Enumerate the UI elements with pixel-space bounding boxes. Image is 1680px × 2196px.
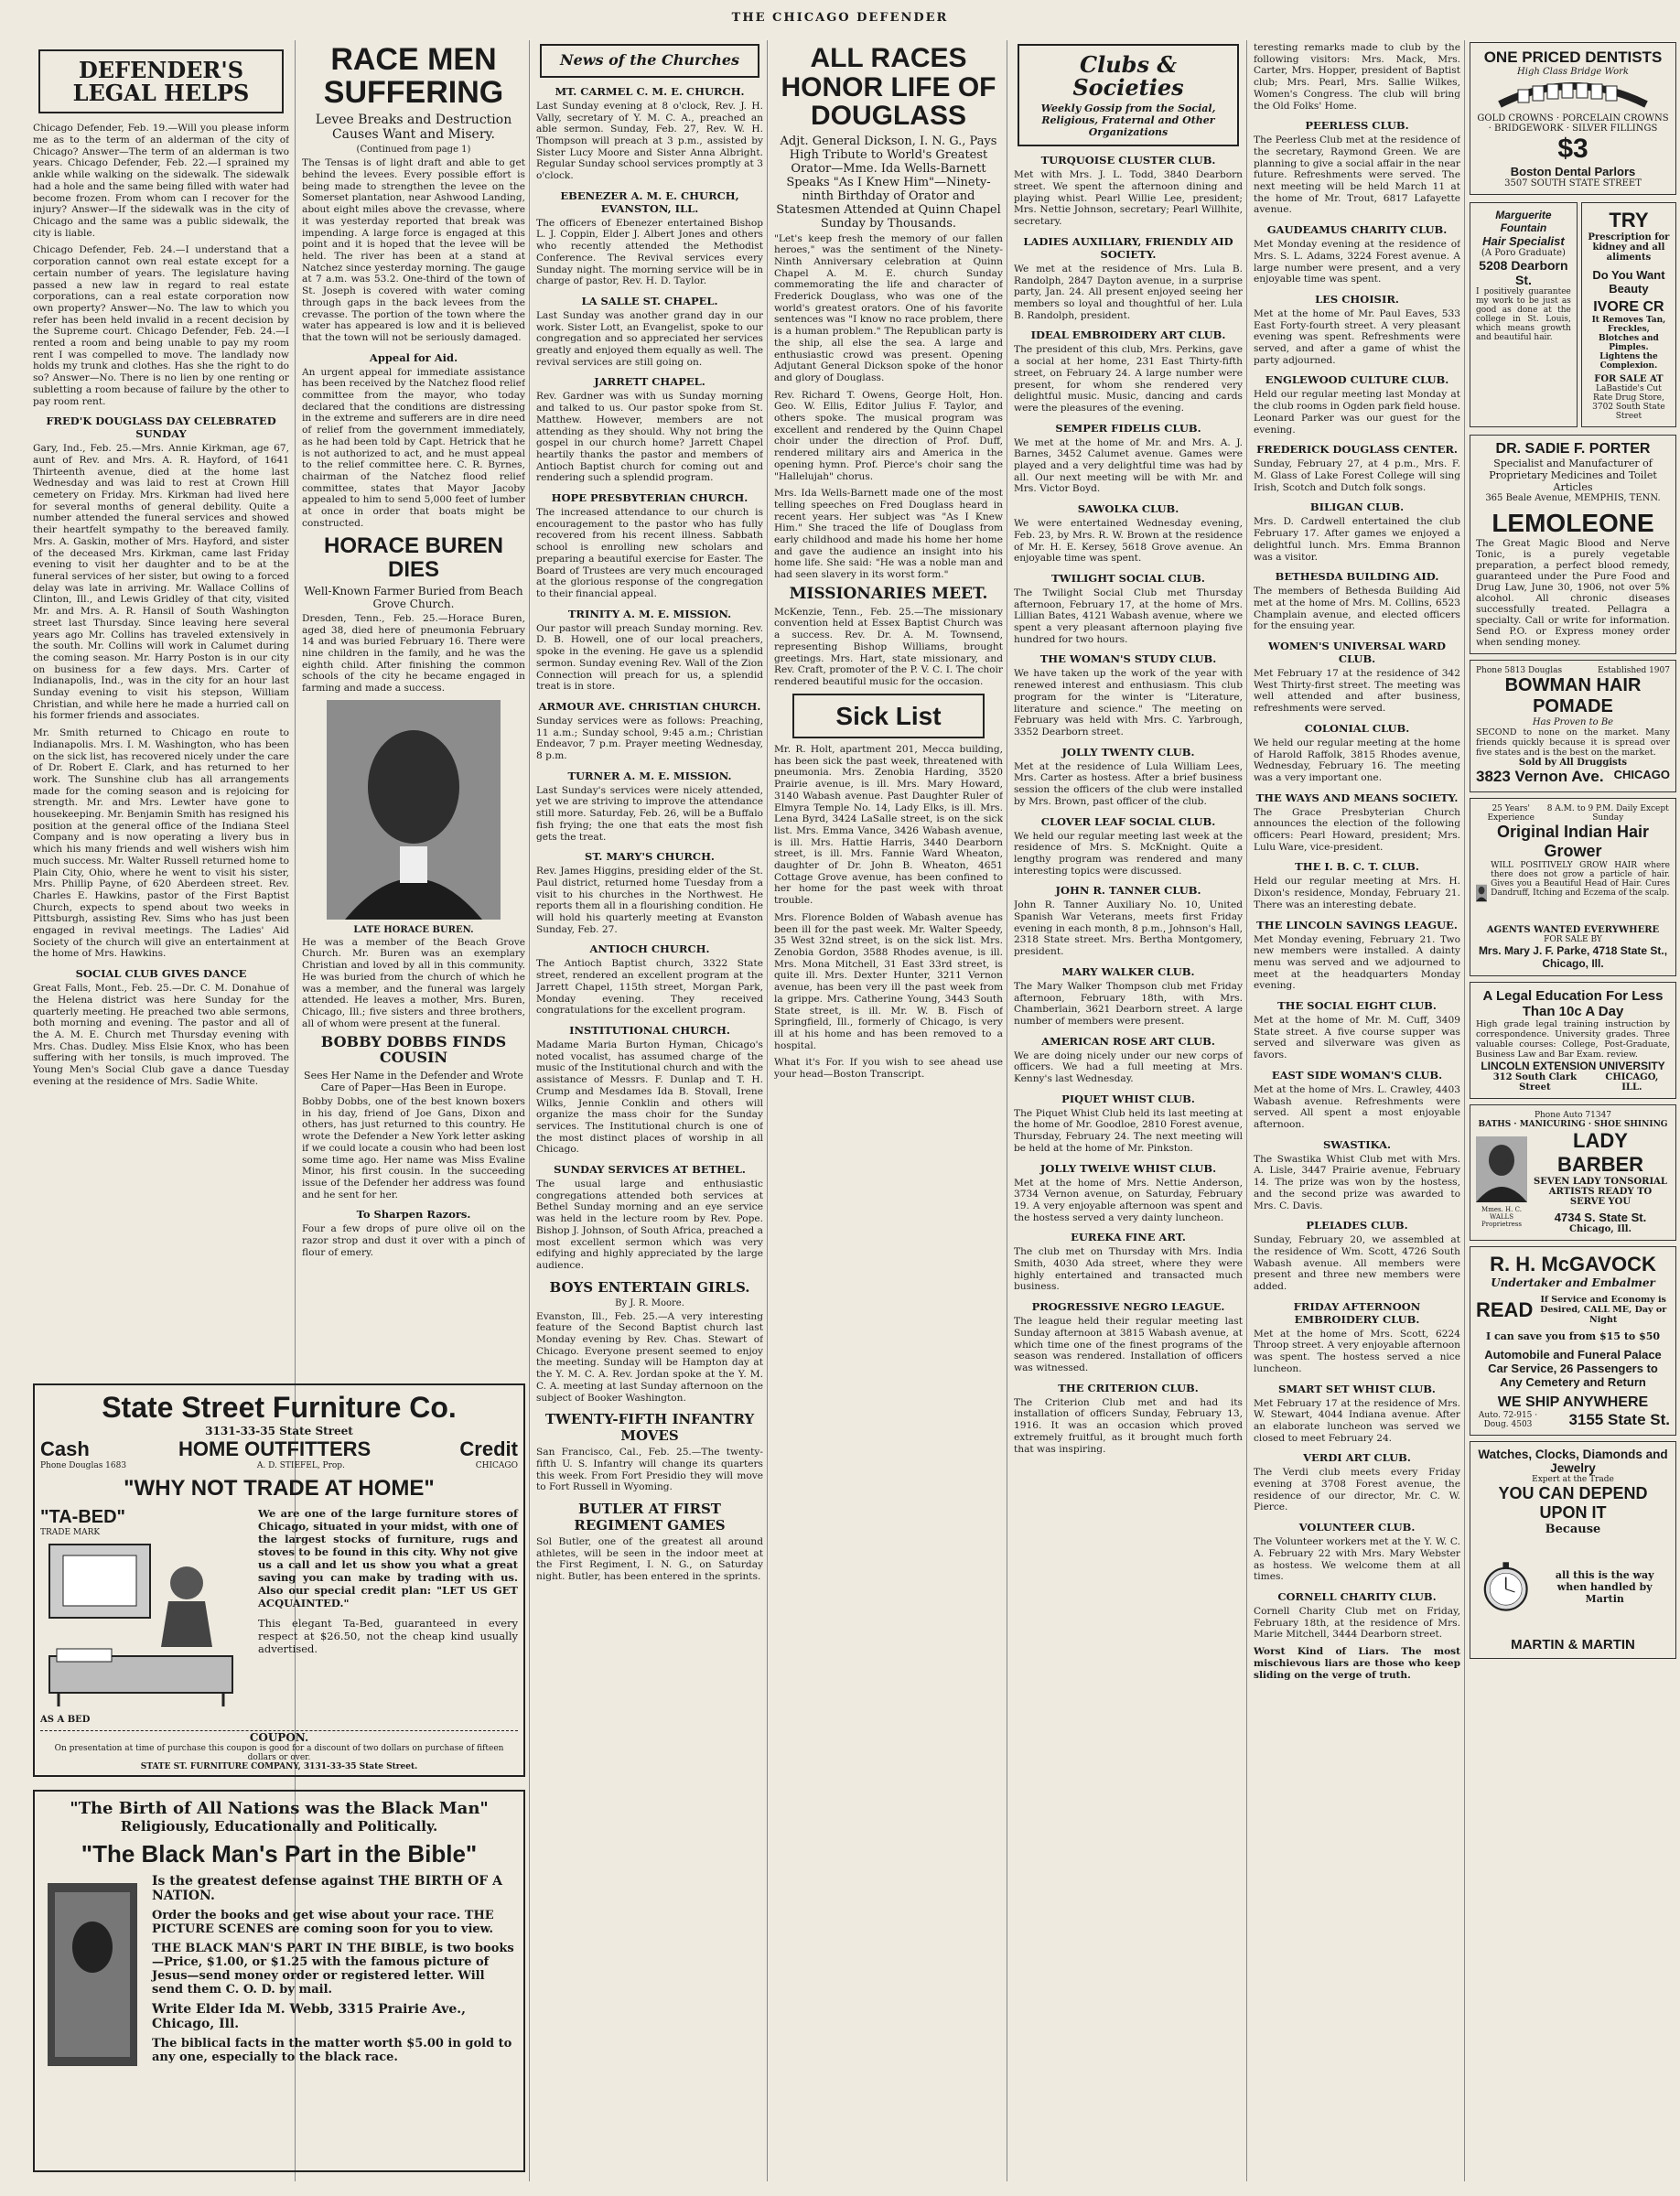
club-text: We held our regular meeting last week at the residence of Mrs. S. McKnight. Quite a lengthy program was rendered and many interesting topics were discussed.: [1014, 830, 1243, 877]
club-headline: FREDERICK DOUGLASS CENTER.: [1256, 443, 1458, 457]
ad-indian-hair: [1470, 798, 1676, 976]
club-headline: TWILIGHT SOCIAL CLUB.: [1051, 571, 1205, 585]
article-text: teresting remarks made to club by the following visitors: Mrs. Mack, Mrs. Carter, Mrs. Hopper, president of Baptist club; Mrs. Pearl, Mrs. Sallie Wilkes, Women's Congress. The club will bring the Old Folks' Home.: [1254, 42, 1460, 112]
church-text: Rev. Gardner was with us Sunday morning and talked to us. Our pastor spoke from St. Matthew. However, members are not attending as they should. Why not bring the gospel in our church home? Jarrett Chapel heartily thanks the pastor and members of Antioch Baptist church for coming out and rendering such a splendid program.: [536, 391, 763, 484]
article-headline: TWENTY-FIFTH INFANTRY MOVES: [544, 1411, 755, 1445]
club-text: Cornell Charity Club met on Friday, February 18th, at the residence of Mrs. Marie Mitchell, 3444 Dearborn street.: [1254, 1605, 1460, 1641]
ad-title: LADY BARBER: [1556, 1129, 1644, 1176]
article-text: Chicago Defender, Feb. 19.—Will you please inform me as to the term of an alderman of the city of Chicago? Answer—The term of an alderman is two years. Chicago Defender, Feb. 22.—I sprained my ankle while walking on the sidewalk. The sidewalk had a hole and the same being filled with water had become frozen. From whom can I recover for the injury? Answer—If the sidewalk was in the city of Chicago and the same was a public sidewalk, the city is liable.: [33, 123, 289, 239]
ad-text: THE BLACK MAN'S PART IN THE BIBLE, is two books—Price, $1.00, or $1.25 with the famous picture of Jesus—send money order or registered letter. Will send them C. O. D. by mail.: [152, 1942, 514, 1997]
article-headline: To Sharpen Razors.: [356, 1208, 471, 1222]
club-headline: EAST SIDE WOMAN'S CLUB.: [1271, 1068, 1443, 1082]
club-headline: IDEAL EMBROIDERY ART CLUB.: [1030, 328, 1226, 342]
column-rule: [1246, 40, 1247, 2181]
club-text: We held our regular meeting at the home of Harold Raffolk, 3815 Rhodes avenue, Wednesday, February 16. The meeting was a very important one.: [1254, 737, 1460, 783]
club-headline: THE WAYS AND MEANS SOCIETY.: [1255, 791, 1459, 804]
column-race-men: [302, 40, 525, 1376]
race-men-subhead: Levee Breaks and Destruction Causes Want and Misery.: [315, 113, 512, 143]
church-headline: TRINITY A. M. E. MISSION.: [567, 607, 732, 620]
church-text: The officers of Ebenezer entertained Bishop L. J. Coppin, Elder J. Albert Jones and others who recently attended the Methodist Conference. The Revival services every Sunday night. The morning service will be in charge of pastor, Rev. H. D. Taylor.: [536, 217, 763, 287]
ad-address: 365 Beale Avenue, MEMPHIS, TENN.: [1485, 493, 1661, 503]
ad-body-row: [1476, 861, 1670, 925]
article-text: Dresden, Tenn., Feb. 25.—Horace Buren, aged 38, died here of pneumonia February 14 and was buried February 16. There were nine children in the family, and he was the eighth child. After finishing the common schools of the city he became engaged in farming and made a success.: [302, 612, 525, 694]
club-text: The Grace Presbyterian Church announces the election of the following officers: Pearl Howard, president; Mrs. Lulu Ware, vice-president.: [1254, 806, 1460, 853]
buren-subhead: Well-Known Farmer Buried from Beach Grove Church.: [304, 584, 523, 610]
ad-title: LEMOLEONE: [1492, 509, 1654, 537]
club-headline: COLONIAL CLUB.: [1304, 721, 1410, 735]
article-headline: BOYS ENTERTAIN GIRLS.: [549, 1278, 750, 1296]
club-text: Met at the home of Mrs. Nettie Anderson, 3734 Vernon avenue, on Saturday, February 19. A very enjoyable afternoon was spent and the hostess served a very dainty luncheon.: [1014, 1177, 1243, 1223]
ad-furniture: [33, 1383, 525, 1777]
ad-text: It Removes Tan, Freckles, Blotches and Pimples. Lightens the Complexion.: [1591, 316, 1666, 371]
article-text: Four a few drops of pure olive oil on the razor strop and dust it over with a pinch of flour of emery.: [302, 1223, 525, 1258]
club-text: The Peerless Club met at the residence of the secretary, Raymond Green. We are planning to give a social affair in the near future. Refreshments were served. The next meeting will be held March 11 at the home of Mr. Trout, 6817 Lafayette avenue.: [1254, 135, 1460, 216]
club-text: John R. Tanner Auxiliary No. 10, United Spanish War Veterans, meets first Friday evening in each month, 8 p.m., Johnson's Hall, 2318 State street. Mrs. Bertha Montgomery, president.: [1014, 899, 1243, 958]
club-text: Met with Mrs. J. L. Todd, 3840 Dearborn street. We spent the afternoon dining and playing whist. Pearl Willie Lee, president; Mrs. Nettie Johnson, secretary; Pearl Willhite, secretary.: [1014, 169, 1243, 228]
ad-phone: Phone Douglas 1683: [40, 1461, 127, 1470]
ad-title: YOU CAN DEPEND UPON IT: [1498, 1484, 1648, 1522]
club-text: The Swastika Whist Club met with Mrs. A. Lisle, 3447 Prairie avenue, February 14. The prize was won by the hostess, and the second prize was awarded to Mrs. C. Davis.: [1254, 1153, 1460, 1211]
church-headline: SUNDAY SERVICES AT BETHEL.: [554, 1163, 746, 1177]
ad-text: "The Birth of All Nations was the Black Man": [70, 1799, 489, 1818]
club-text: Met February 17 at the residence of 342 West Thirty-first street. The meeting was well attended and after business, refreshments were served.: [1254, 668, 1460, 715]
ad-text: Is the greatest defense against THE BIRTH OF A NATION.: [152, 1874, 502, 1903]
club-headline: PIQUET WHIST CLUB.: [1061, 1092, 1195, 1105]
club-text: Met at the home of Mrs. Scott, 6224 Throop street. A very enjoyable afternoon was spent. The hostess served a nice luncheon.: [1254, 1328, 1460, 1374]
masthead-title: THE CHICAGO DEFENDER: [731, 11, 949, 25]
article-text: Bobby Dobbs, one of the best known boxers in his day, friend of Joe Gans, Dixon and others, has just returned to this country. He wrote the Defender a New York letter asking if we could locate a cousin who had been lost some time ago. Her name was Miss Evaline Minor, his first cousin. In the succeeding issue of the Defender her address was found and he sent for her.: [302, 1095, 525, 1200]
article-headline: BUTLER AT FIRST REGIMENT GAMES: [574, 1501, 726, 1534]
club-headline: GAUDEAMUS CHARITY CLUB.: [1266, 223, 1448, 237]
article-text: Gary, Ind., Feb. 25.—Mrs. Annie Kirkman, age 67, aunt of Rev. and Mrs. A. R. Hayford, of 1641 Thirteenth avenue, died at the home last Wednesday and was laid to rest at Crown Hill cemetery on Friday. Mrs. Kirkman had lived here for several months of general debility. Quite a number attended the funeral services and showed their heartfelt sympathy to the bereaved family. Mrs. A. Gaskin, mother of Mrs. Hayford, and sister of the deceased Mrs. Kirkman, came last Friday evening to visit her daughter and to be at the funeral services of her sister, but owing to a forced delay was late in arriving. Mr. Wallace Collins of Clinton, Ill., and Lewis Gridley of that city, visited Mr. and Mrs. A. R. Hansil of South Washington street last Thursday. Since leaving here several years ago Mr. Collins has traveled extensively in the south. Mr. Collins will work in Calumet during the coming season. Mr. Harry Poston is in our city on business for a few days. Mrs. Carter of Indianapolis, Ind., was in the city for an hour last Sunday evening to visit his stepson, William Christian, and while here he made a hurried call on his former friends and associates.: [33, 443, 289, 722]
ad-title: BOWMAN HAIR POMADE: [1504, 675, 1642, 716]
club-text: The president of this club, Mrs. Perkins, gave a social at her home, 231 East Thirty-fifth street, on February 24. A large number were present, for whom she rendered very delightful music. Music, dancing and cards were the pleasures of the evening.: [1014, 344, 1243, 414]
church-headline: INSTITUTIONAL CHURCH.: [569, 1023, 730, 1037]
club-text: The league held their regular meeting last Sunday afternoon at 3815 Wabash avenue, at which time one of the finest programs of the season was rendered. Installation of officers was witnessed.: [1014, 1316, 1243, 1373]
article-headline: FRED'K DOUGLASS DAY CELEBRATED SUNDAY: [46, 414, 276, 441]
article-text: Worst Kind of Liars. The most mischievous liars are those who keep sliding on the verge of truth.: [1254, 1646, 1460, 1681]
ad-text: Order the books and get wise about your race. THE PICTURE SCENES are coming soon for you to view.: [152, 1909, 494, 1936]
church-headline: LA SALLE ST. CHAPEL.: [581, 294, 718, 307]
ad-text: HOME OUTFITTERS: [178, 1437, 372, 1460]
club-text: Met Monday evening at the residence of Mrs. S. L. Adams, 3224 Forest avenue. A large number were present, and a very enjoyable time was spent.: [1254, 239, 1460, 285]
ad-title: IVORE CR: [1593, 299, 1664, 315]
coupon-text: STATE ST. FURNITURE COMPANY, 3131-33-35 State Street.: [140, 1762, 418, 1771]
horace-buren-portrait: [327, 700, 501, 920]
ad-text: FOR SALE AT: [1594, 374, 1664, 384]
club-headline: LES CHOISIR.: [1315, 292, 1399, 306]
legal-helps-title: DEFENDER'S LEGAL HELPS: [72, 57, 250, 107]
ad-title: Watches, Clocks, Diamonds and Jewelry: [1478, 1448, 1668, 1475]
club-text: The members of Bethesda Building Aid met at the home of Mrs. M. Collins, 6523 Champlain avenue, and elected officers for the ensuing year.: [1254, 586, 1460, 632]
ad-name: DR. SADIE F. PORTER: [1495, 441, 1651, 457]
ad-title: Original Indian Hair Grower: [1496, 823, 1650, 860]
coupon[interactable]: [40, 1730, 518, 1771]
ad-body-row: [1476, 1295, 1670, 1325]
ad-text: Established 1907: [1598, 666, 1670, 675]
church-text: Our pastor will preach Sunday morning. Rev. D. B. Howell, one of our local preachers, spoke in the evening. He gave us a splendid sermon. Sunday evening Rev. Wall of the Zion Connection will preach for us, a splendid treat is in store.: [536, 622, 763, 693]
ad-address: Write Elder Ida M. Webb, 3315 Prairie Ave., Chicago, Ill.: [152, 2002, 467, 2031]
club-headline: THE I. B. C. T. CLUB.: [1295, 860, 1419, 874]
ad-ivore: [1581, 202, 1676, 427]
club-text: Met Monday evening, February 21. Two new members were installed. A dainty menu was served and we adjourned to meet at the headquarters Monday evening.: [1254, 933, 1460, 992]
club-headline: CORNELL CHARITY CLUB.: [1277, 1589, 1437, 1603]
ad-text: Cash: [40, 1437, 90, 1460]
ad-title: State Street Furniture Co.: [102, 1391, 457, 1424]
ad-black-mans-part: [33, 1790, 525, 2172]
church-text: Madame Maria Burton Hyman, Chicago's noted vocalist, has assumed charge of the music of the Institutional church and with the assistance of Messrs. F. Dunlap and T. H. Crump and Mesdames Ida B. Stovall, Irene Wilks, Jennie Conklin and others will organize the mass choir for the Sunday services. The Institutional church is one of the most distinct places of worship in all Chicago.: [536, 1039, 763, 1156]
buren-headline: HORACE BUREN DIES: [323, 533, 503, 582]
church-headline: EBENEZER A. M. E. CHURCH, EVANSTON, ILL.: [560, 188, 739, 215]
ad-address: LaBastide's Cut Rate Drug Store, 3702 South State Street: [1592, 384, 1665, 421]
club-text: We have taken up the work of the year with renewed interest and enthusiasm. This club program for the winter is "Literature, literature and science." The meeting on February was held with Mrs. C. Yarbrough, 3352 Dearborn street.: [1014, 668, 1243, 737]
churches-title: News of the Churches: [559, 51, 740, 69]
ad-text: WILL POSITIVELY GROW HAIR where there does not grow a particle of hair. Gives you a Beautiful Head of Hair. Cures Dandruff, Itching and Eczema of the scalp.: [1491, 861, 1670, 898]
ad-address: 312 South Clark Street: [1492, 1072, 1578, 1093]
club-text: We were entertained Wednesday evening, Feb. 23, by Mrs. R. W. Brown at the residence of Mr. H. E. Kersey, 5618 Grove avenue. An enjoyable time was spent.: [1014, 518, 1243, 565]
pocket-watch-icon: [1476, 1536, 1535, 1637]
club-headline: PROGRESSIVE NEGRO LEAGUE.: [1031, 1300, 1225, 1314]
club-text: Met at the home of Mrs. L. Crawley, 4403 Wabash avenue. Refreshments were served. All spent a most enjoyable afternoon.: [1254, 1083, 1460, 1130]
ad-text: I positively guarantee my work to be just as good as done at the college in St. Louis, which means growth and beautiful hair.: [1476, 287, 1571, 342]
club-headline: THE SOCIAL EIGHT CLUB.: [1277, 999, 1437, 1013]
teeth-icon: [1491, 77, 1655, 110]
ad-title: "The Black Man's Part in the Bible": [81, 1840, 478, 1868]
ad-text: Credit: [459, 1437, 518, 1460]
church-text: Last Sunday's services were nicely attended, yet we are striving to improve the attendance still more. Saturday, Feb. 26, will be a Buffalo fish frying; the one that eats the most fish gets the treat.: [536, 784, 763, 843]
portrait-icon: [1476, 861, 1487, 925]
article-text: Rev. Richard T. Owens, George Holt, Hon. Geo. W. Ellis, Editor Julius F. Taylor, and others spoke. The musical program was excellent and rendered by the Quinn Chapel choir under the direction of Prof. Duff, rendered military airs and America in the opening hymn. Prof. Pierce's choir sang the "Hallelujah" chorus.: [774, 389, 1003, 482]
ad-text: 8 A.M. to 9 P.M. Daily Except Sunday: [1546, 804, 1669, 823]
ad-phone: Phone Auto 71347: [1534, 1111, 1612, 1120]
column-ads: [1470, 40, 1676, 2172]
article-headline: SOCIAL CLUB GIVES DANCE: [75, 967, 247, 981]
coupon-text: On presentation at time of purchase this coupon is good for a discount of two dollars on purchase of fifteen dollars or over.: [54, 1744, 504, 1762]
club-text: Met at the home of Mr. M. Cuff, 3409 State street. A five course supper was served and silverware was given as favors.: [1254, 1015, 1460, 1061]
club-headline: JOLLY TWELVE WHIST CLUB.: [1039, 1161, 1217, 1175]
ad-text: Because: [1545, 1523, 1601, 1536]
ad-address: 4734 S. State St.: [1554, 1211, 1647, 1224]
ad-dentists: [1470, 42, 1676, 195]
ad-name: Marguerite Fountain: [1495, 209, 1552, 234]
church-text: The Antioch Baptist church, 3322 State street, rendered an excellent program at the Jarrett Chapel, 115th street, Morgan Park, Monday evening. They received congratulations for the excellent program.: [536, 958, 763, 1017]
photo-caption: LATE HORACE BUREN.: [353, 924, 474, 935]
club-text: The club met on Thursday with Mrs. India Smith, 4030 Ada street, where they were highly entertained and transacted much business.: [1014, 1246, 1243, 1293]
ad-text: SECOND to none on the market. Many friends quickly because it is spread over five states and is the best on the market.: [1476, 727, 1670, 758]
ad-title: Hair Specialist: [1482, 234, 1565, 248]
sick-list-heading: [792, 694, 985, 738]
ad-lady-barber: [1470, 1104, 1676, 1241]
clubs-subtitle: Weekly Gossip from the Social, Religious, Fraternal and Other Organizations: [1040, 102, 1216, 139]
church-text: Rev. James Higgins, presiding elder of the St. Paul district, returned home Tuesday from a visit to his churches in the Northwest. He reports them all in a flourishing condition. He will hold his quarterly meeting at Evanston Sunday, Feb. 27.: [536, 866, 763, 935]
ad-address: 5208 Dearborn St.: [1479, 258, 1568, 287]
ad-caption: AS A BED: [40, 1715, 91, 1725]
church-headline: JARRETT CHAPEL.: [594, 375, 705, 389]
church-text: Last Sunday evening at 8 o'clock, Rev. J. H. Vally, secretary of Y. M. C. A., preached an able sermon. Sunday, Feb. 27, Rev. W. H. Thompson will preach at 3 p.m., assisted by Sister Lucy Moore and Sister Anna Albright. Regular Sunday school services promptly at 3 o'clock.: [536, 100, 763, 182]
article-text: Mr. Smith returned to Chicago en route to Indianapolis. Mrs. I. M. Washington, who has been on the sick list, has recovered nicely under the care of Dr. Robert E. Clark, and has returned to her work. The Sunshine club has all arrangements made for the coming season and is rejoicing for strength. Mr. and Mrs. Lewter have gone to housekeeping. Mr. Benjamin Smith has resigned his position at the general office of the Indiana Steel Company and is now operating a livery bus in which his many friends and well wishers wish him much success. Mr. Walter Russell returned home to Plain City, Ohio, where he went to visit his sister, Mrs. Phillip Payne, of 620 Aberdeen street. Rev. Charles E. Hawkins, pastor of the First Baptist Church, expects to spend about two weeks in Pittsburgh, assisting Rev. Sims who has just been engaged in revival meetings. The Ladies' Aid Society of the church will give an entertainment at the home of Mrs. Hawkins.: [33, 727, 289, 960]
club-text: The Criterion Club met and had its installation of officers Sunday, February 13, 1916. It was an occasion which proved extremely fruitful, as it brought much forth that was inspiring.: [1014, 1396, 1243, 1455]
church-text: The usual large and enthusiastic congregations attended both services at Bethel Sunday morning and an eye service was held in the lecture room by Rev. Pope. Bishop J. Johnson, of South Africa, preached a most excellent sermon which was very edifying and highly appreciated by the large audience.: [536, 1179, 763, 1271]
club-text: Mrs. D. Cardwell entertained the club February 17. After games we enjoyed a delightful lunch. Mrs. Emma Brannon was a visitor.: [1254, 516, 1460, 563]
club-headline: FRIDAY AFTERNOON EMBROIDERY CLUB.: [1293, 1299, 1421, 1326]
club-headline: THE LINCOLN SAVINGS LEAGUE.: [1256, 918, 1458, 931]
club-headline: LADIES AUXILIARY, FRIENDLY AID SOCIETY.: [1023, 234, 1233, 261]
article-text: What it's For. If you wish to see ahead use your head—Boston Transcript.: [774, 1057, 1003, 1081]
club-list: [1254, 119, 1460, 1641]
dobbs-headline: BOBBY DOBBS FINDS COUSIN: [320, 1033, 507, 1067]
ad-text: If Service and Economy is Desired, CALL ME, Day or Night: [1540, 1295, 1667, 1325]
ad-text: I can save you from $15 to $50: [1485, 1330, 1661, 1342]
dobbs-subhead: Sees Her Name in the Defender and Wrote Care of Paper—Has Been in Europe.: [304, 1069, 523, 1093]
club-headline: THE CRITERION CLUB.: [1058, 1381, 1199, 1394]
club-text: Met at the residence of Lula William Lees, Mrs. Carter as hostess. After a brief business session the officers of the club were installed by Mrs. Brown, past officer of the club.: [1014, 760, 1243, 807]
article-text: Mrs. Ida Wells-Barnett made one of the most telling speeches on Fred Douglass heard in recent years. Her subject was "As I Knew Him." She traced the life of Douglass from early childhood and made his home her home and gave the audience an insight into his home life. She said: "He was a noble man and had seen slavery in its worst form.": [774, 488, 1003, 581]
club-list: [1014, 154, 1243, 1455]
article-text: Sol Butler, one of the greatest all around athletes, will be seen in the indoor meet at the First Regiment, I. N. G., on Saturday night. Butler, has been entered in the sprints.: [536, 1536, 763, 1583]
church-headline: MT. CARMEL C. M. E. CHURCH.: [555, 84, 745, 98]
ad-text: SEVEN LADY TONSORIAL ARTISTS READY TO SERVE YOU: [1534, 1177, 1667, 1207]
ad-porter: [1470, 435, 1676, 654]
ad-body-row: [1476, 1129, 1670, 1234]
churches-heading: [540, 44, 759, 78]
ad-city: CHICAGO: [475, 1461, 518, 1470]
club-headline: TURQUOISE CLUSTER CLUB.: [1040, 154, 1216, 167]
ta-bed-illustration: [40, 1537, 242, 1711]
ad-legal-education: [1470, 982, 1676, 1099]
ad-text: Specialist and Manufacturer of Proprietary Medicines and Toilet Articles: [1489, 458, 1657, 493]
douglass-headline: ALL RACES HONOR LIFE OF DOUGLASS: [781, 43, 996, 131]
article-text: San Francisco, Cal., Feb. 25.—The twenty-fifth U. S. Infantry will change its quarters this week. From Fort Presidio they will move to Fort Russell in Wyoming.: [536, 1447, 763, 1493]
ad-text: AGENTS WANTED EVERYWHERE: [1486, 925, 1660, 935]
club-text: The Verdi club meets every Friday evening at 3708 Forest avenue, the residence of our director, Mr. C. W. Pierce.: [1254, 1467, 1460, 1513]
ad-name: LINCOLN EXTENSION UNIVERSITY: [1481, 1060, 1665, 1072]
club-headline: PLEIADES CLUB.: [1306, 1219, 1408, 1233]
ad-text: We are one of the large furniture stores of Chicago, situated in your midst, with one of the largest stocks of furniture, rugs and stoves to be found in this city. Why not give us a call and let us show you what a great saving you can make by trading with us. Also our special credit plan: "LET US GET ACQUAINTED.": [258, 1507, 518, 1609]
ad-text: Expert at the Trade: [1532, 1475, 1614, 1484]
club-headline: ENGLEWOOD CULTURE CLUB.: [1265, 373, 1449, 387]
ad-header-row: [1476, 666, 1670, 675]
club-headline: VOLUNTEER CLUB.: [1298, 1521, 1416, 1534]
masthead: [0, 0, 1680, 37]
club-headline: CLOVER LEAF SOCIAL CLUB.: [1040, 814, 1216, 828]
ad-text: (A Poro Graduate): [1481, 248, 1566, 258]
article-text: "Let's keep fresh the memory of our fallen heroes," was the sentiment of the Ninety-Ninth Anniversary celebration at Quinn Chapel A. M. E. church Sunday commemorating the life and character of Frederick Douglass, who was one of the world's greatest orators. One of his favorite sentences was "I know no race problem, there is a human problem." The Republican party is the ship, all else the sea. A large and enthusiastic crowd was present. Opening Adjutant General Dickson spoke of the honor and glory of Douglass.: [774, 232, 1003, 383]
club-text: Held our regular meeting at Mrs. H. Dixon's residence, Monday, February 21. There was an interesting debate.: [1254, 876, 1460, 910]
club-text: Met February 17 at the residence of Mrs. W. Stewart, 4044 Indiana avenue. After an elaborate luncheon was served we closed to meet February 24.: [1254, 1397, 1460, 1444]
church-headline: ST. MARY'S CHURCH.: [585, 850, 715, 864]
race-men-headline: RACE MEN SUFFERING: [323, 42, 504, 110]
club-headline: VERDI ART CLUB.: [1303, 1451, 1411, 1465]
club-headline: MARY WALKER CLUB.: [1061, 964, 1195, 978]
ad-address: 3823 Vernon Ave.: [1476, 768, 1604, 785]
article-text: Chicago Defender, Feb. 24.—I understand that a corporation cannot own real estate except for a certain number of years. The legislature having passed a new law in regard to real estate corporations, can a real estate corporation now own property? Answer—No. The law to which you refer has been held invalid in a recent decision by the Supreme court. Chicago Defender, Feb. 24.—I rented a room and being unable to pay my room rent I was compelled to move. The landlady now holds my trunk and clothes. Has she the right to do so? Answer—No. There is no lien by one renting or subletting a room because of failure by the other to pay room rent.: [33, 244, 289, 407]
club-headline: BILIGAN CLUB.: [1309, 501, 1405, 514]
ad-row: [1470, 200, 1676, 429]
legal-helps-heading: [38, 49, 284, 113]
article-text: Mrs. Florence Bolden of Wabash avenue has been ill for the past week. Mr. Walter Speedy, 35 West 32nd street, is on the sick list. Mrs. Zenobia Gordon, 3588 Rhodes avenue, is ill. Mrs. Mona Mitchell, 31 East 33rd street, is quite ill. Mrs. Dexter Hunter, 3211 Vernon avenue, has been very ill the past week from la grippe. Mrs. Catherine Young, 3443 South State street, is ill. Mr. W. B. Fisch of Springfield, Ill., formerly of Chicago, is very ill at his home and has been removed to a hospital.: [774, 911, 1003, 1051]
ad-text: Sold by All Druggists: [1518, 758, 1628, 768]
ad-text: FOR SALE BY: [1544, 935, 1602, 944]
article-text: Mr. R. Holt, apartment 201, Mecca building, has been sick the past week, threatened with pneumonia. Mrs. Zenobia Harding, 3520 Prairie avenue, is ill. Mrs. Mary Howard, 3140 Wabash avenue. Past Daughter Ruler of Elmyra Temple No. 14, Lady Elks, is ill. Mrs. Lena Byrd, 3424 LaSalle street, is on the sick list. Mrs. Emma Vance, 3426 Wabash avenue, is ill. Mrs. Hattie Harris, 3440 Dearborn street, is ill. Mrs. Fannie Ward Wheaton, daughter of Dr. John B. Wheaton, 4651 Cottage Grove avenue, has been confined to her home for the past week with throat trouble.: [774, 744, 1003, 907]
book-illustration: [42, 1874, 143, 2075]
column-rule: [767, 40, 768, 2181]
ad-name: Mrs. Mary J. F. Parke, 4718 State St., Chicago, Ill.: [1478, 944, 1668, 970]
ad-text: BATHS · MANICURING · SHOE SHINING: [1478, 1120, 1668, 1129]
ad-text: This elegant Ta-Bed, guaranteed in every respect at $26.50, not the cheap kind usually advertised.: [258, 1617, 518, 1655]
club-text: Held our regular meeting last Monday at the club rooms in Ogden park field house. Leonard Parker was our guest for the evening.: [1254, 389, 1460, 436]
club-text: The Mary Walker Thompson club met Friday afternoon, February 18th, with Mrs. Chamberlain, 3621 Dearborn street. A large number of members were present.: [1014, 980, 1243, 1027]
club-headline: WOMEN'S UNIVERSAL WARD CLUB.: [1268, 640, 1446, 666]
ad-marguerite: [1470, 202, 1578, 427]
ad-footer-row: [1476, 768, 1670, 786]
ad-text: Has Proven to Be: [1532, 717, 1614, 727]
byline: By J. R. Moore.: [615, 1297, 684, 1308]
ad-text: Prescription for kidney and all aliments: [1588, 232, 1670, 263]
ad-furn-right: [258, 1507, 518, 1725]
church-headline: ANTIOCH CHURCH.: [589, 942, 710, 956]
ad-phone: Phone 5813 Douglas: [1476, 666, 1563, 675]
ad-address: 3155 State St.: [1568, 1411, 1670, 1428]
club-headline: THE WOMAN'S STUDY CLUB.: [1039, 652, 1217, 666]
column-douglass: [774, 40, 1003, 2163]
ad-text: READ: [1476, 1297, 1534, 1321]
portrait-icon: [1476, 1136, 1527, 1202]
article-text: Great Falls, Mont., Feb. 25.—Dr. C. M. Donahue of the Helena district was here Sunday for the quarterly meeting. He preached two able sermons, both morning and evening. The pastor and all of the A. M. E. Church met Thursday evening with Mrs. Chas. Dudley. Miss Elsie Knox, who has been suffering with her tonsils, is much improved. The Young Men's Social Club gave a dance Tuesday evening at the residence of Mrs. Sadie White.: [33, 983, 289, 1087]
ad-text: all this is the way when handled by Martin: [1555, 1568, 1654, 1605]
clubs-title: Clubs & Societies: [1072, 51, 1184, 102]
club-text: The Twilight Social Club met Thursday afternoon, February 17, at the home of Mrs. Lillian Bates, 4121 Wabash avenue, where we spent a very pleasant afternoon playing five hundred for two hours.: [1014, 587, 1243, 645]
club-text: The Piquet Whist Club held its last meeting at the home of Mr. Goodloe, 2810 Forest avenue, Thursday, February 24. The next meeting will be held at the home of Mr. Pinkston.: [1014, 1107, 1243, 1154]
ad-bowman: [1470, 660, 1676, 792]
article-subhead: Appeal for Aid.: [369, 350, 458, 364]
ad-text: Do You Want Beauty: [1592, 268, 1665, 296]
club-text: Sunday, February 20, we assembled at the residence of Wm. Scott, 4726 South Wabash avenue. All members were present and three new members were added.: [1254, 1234, 1460, 1293]
ad-title: A Legal Education For Less Than 10c A Day: [1482, 988, 1664, 1019]
ad-furn-left: [40, 1507, 251, 1725]
ad-title: R. H. McGAVOCK: [1490, 1253, 1656, 1276]
club-headline: JOHN R. TANNER CLUB.: [1055, 884, 1201, 898]
ad-mcgavock: [1470, 1246, 1676, 1436]
clubs-heading: [1018, 44, 1239, 146]
ad-text: 25 Years' Experience: [1487, 804, 1535, 823]
ad-slogan: "WHY NOT TRADE AT HOME": [124, 1476, 435, 1501]
ad-title: TRY: [1609, 209, 1649, 231]
club-headline: SMART SET WHIST CLUB.: [1278, 1382, 1436, 1395]
article-text: He was a member of the Beach Grove Church. Mr. Buren was an exemplary Christian and loved by all in this community. He was buried from the church of which he was a member, and the funeral was largely attended. He leaves a mother, Mrs. Buren, Chicago, Ill.; five sisters and three brothers, all of whom were present at the funeral.: [302, 936, 525, 1029]
club-text: The Volunteer workers met at the Y. W. C. A. February 22 with Mrs. Mary Webster as hostess. We welcome them at all times.: [1254, 1536, 1460, 1583]
club-headline: SWASTIKA.: [1322, 1137, 1392, 1151]
ad-text: The biblical facts in the matter worth $5.00 in gold to any one, especially to the black race.: [152, 2037, 512, 2064]
club-headline: PEERLESS CLUB.: [1305, 119, 1409, 133]
ad-body-row: [1476, 1536, 1670, 1637]
club-headline: EUREKA FINE ART.: [1071, 1231, 1186, 1244]
club-text: We met at the residence of Mrs. Lula B. Randolph, 2847 Dayton avenue, in a surprise party, Jan. 24. All present enjoyed seeing her members so loyal and thoughtful of her. Lula B. Randolph, president.: [1014, 263, 1243, 321]
column-legal-helps: [33, 40, 289, 1376]
ad-text: WE SHIP ANYWHERE: [1497, 1394, 1649, 1410]
ad-address: 3507 SOUTH STATE STREET: [1504, 178, 1642, 188]
ad-photo-wrap: [1476, 1136, 1527, 1228]
coupon-title: COUPON.: [249, 1731, 309, 1744]
ad-name: Boston Dental Parlors: [1510, 165, 1636, 178]
column-clubs: [1014, 40, 1243, 2163]
sick-list-title: Sick List: [835, 701, 942, 730]
column-rule: [529, 40, 530, 2181]
ad-text: The Great Magic Blood and Nerve Tonic, is a purely vegetable preparation, a perfect blood remedy, guaranteed under the Pure Food and Drug Law, June 30, 1906, not over 5% alcohol. All chronic diseases successfully treated. Pellagra a specialty. Call or write for information. Send P.O. or Express money order when sending money.: [1476, 538, 1670, 648]
ad-phone: Auto. 72-915 · Doug. 4503: [1478, 1411, 1538, 1429]
column-clubs-cont: [1254, 40, 1460, 2163]
ad-text: High grade legal training instruction by correspondence. University grades. Three valuable courses: College, Post-Graduate, Business Law and Bar Exam. review.: [1476, 1019, 1670, 1060]
article-text: McKenzie, Tenn., Feb. 25.—The missionary convention held at Essex Baptist Church was a success. Rev. Dr. A. M. Townsend, representing Bishop Williams, brought greetings. Mrs. Hart, state missionary, and Rev. Craft, promoter of the P. V. C. I. The choir rendered beautiful music for the occasion.: [774, 606, 1003, 687]
ad-name: MARTIN & MARTIN: [1511, 1637, 1635, 1652]
ad-body-row: [40, 1507, 518, 1725]
church-headline: TURNER A. M. E. MISSION.: [567, 769, 732, 782]
ad-text: Undertaker and Embalmer: [1491, 1276, 1655, 1289]
ad-lb-text: [1531, 1129, 1670, 1234]
column-rule: [1464, 40, 1465, 2181]
ad-product: "TA-BED": [40, 1507, 126, 1527]
ad-body-row: [42, 1874, 516, 2075]
church-text: The increased attendance to our church is encouragement to the pastor who has fully recovered from his recent illness. Sabbath school is enrolling new scholars and preparing a beautiful exercise for Easter. The Board of Trustees are very much encouraged at the glorious response of the congregation to their financial appeal.: [536, 507, 763, 599]
club-headline: SEMPER FIDELIS CLUB.: [1055, 421, 1201, 435]
club-headline: BETHESDA BUILDING AID.: [1275, 570, 1439, 584]
church-headline: ARMOUR AVE. CHRISTIAN CHURCH.: [538, 699, 761, 713]
ad-text: Automobile and Funeral Palace Car Service, 26 Passengers to Any Cemetery and Return: [1484, 1348, 1662, 1389]
ad-row: [40, 1437, 518, 1461]
ad-martin-jewelry: [1470, 1441, 1676, 1659]
ad-text: Religiously, Educationally and Politically.: [120, 1818, 438, 1835]
ad-city: Chicago, Ill.: [1569, 1224, 1632, 1234]
article-text: Evanston, Ill., Feb. 25.—A very interesting feature of the Second Baptist church last Monday evening by Rev. Chas. Stewart of Chicago. Everyone present seemed to enjoy the meeting. Sunday will be Hampton day at the Y. M. C. A. Rev. Jordan spoke at the Y. M. C. A. meeting at last Sunday afternoon on the subject of Booker Washington.: [536, 1310, 763, 1404]
ad-text: A. D. STIEFEL, Prop.: [256, 1461, 345, 1470]
missionaries-headline: MISSIONARIES MEET.: [789, 584, 988, 603]
ad-city: CHICAGO, ILL.: [1605, 1072, 1659, 1093]
column-churches: [536, 40, 763, 2163]
douglass-subhead: Adjt. General Dickson, I. N. G., Pays High Tribute to World's Greatest Orator—Mme. Ida Wells-Barnett Speaks "As I Knew Him"—Ninety-ninth Birthday of Orator and Statesmen Attended at Quinn Chapel Sunday by Thousands.: [776, 134, 1001, 231]
article-text: The Tensas is of light draft and able to get behind the levees. Every possible effort is being made to strengthen the levee on the Somerset plantation, near Ashwood Landing, about eight miles above the crevasse, where it was yesterday reported that break was impending. A large force is engaged at this point and it is hoped that the levee will be held. The river has been at a stand at Natchez since yesterday morning. The gauge at 7 a.m. was 53.2. One-third of the town of St. Joseph is covered with water coming through gaps in the back levees from the crevasse. The portion of the town where the water has appeared is low and it is believed that the town will not be seriously damaged.: [302, 157, 525, 343]
ad-text: High Class Bridge Work: [1517, 67, 1629, 77]
club-text: Sunday, February 27, at 4 p.m., Mrs. F. M. Glass of Lake Forest College will sing Irish, Scotch and Dutch folk songs.: [1254, 458, 1460, 493]
ad-address: 3131-33-35 State Street: [205, 1425, 353, 1437]
club-text: We met at the home of Mr. and Mrs. A. J. Barnes, 3452 Calumet avenue. Games were played and a very delightful time was had by all. Our next meeting will be with Mr. and Mrs. Victor Boyd.: [1014, 436, 1243, 495]
ad-footer-row: [1476, 1072, 1670, 1093]
photo-caption: Mmes. H. C. WALLS Proprietress: [1481, 1205, 1522, 1228]
ad-header-row: [1476, 804, 1670, 823]
church-text: Sunday services were as follows: Preaching, 11 a.m.; Sunday school, 9:45 a.m.; Christian Endeavor, 7 p.m. Prayer meeting Wednesday, 8 p.m.: [536, 715, 763, 762]
ad-text: TRADE MARK: [40, 1528, 101, 1537]
ad-bible-text: [152, 1874, 516, 2064]
club-headline: SAWOLKA CLUB.: [1077, 502, 1179, 516]
ad-title: ONE PRICED DENTISTS: [1483, 48, 1663, 66]
ad-footer-row: [1476, 1411, 1670, 1429]
club-text: We are doing nicely under our new corps of officers. We had a full meeting at Mrs. Kenny's last Wednesday.: [1014, 1050, 1243, 1085]
club-text: Met at the home of Mr. Paul Eaves, 533 East Forty-fourth street. A very pleasant evening was spent. Refreshments were served, and after a game of whist the party adjourned.: [1254, 307, 1460, 366]
ad-price: $3: [1557, 134, 1588, 164]
ad-text: GOLD CROWNS · PORCELAIN CROWNS · BRIDGEWORK · SILVER FILLINGS: [1477, 113, 1669, 134]
church-text: Last Sunday was another grand day in our work. Sister Lott, an Evangelist, spoke to our congregation and so appreciated her services greatly and enjoyed them equally as well. The revival services are still going on.: [536, 309, 763, 368]
ad-city: CHICAGO: [1613, 768, 1670, 781]
portrait-image: [327, 700, 501, 920]
church-headline: HOPE PRESBYTERIAN CHURCH.: [551, 491, 748, 505]
ad-row: [40, 1461, 518, 1470]
continued-note: (Continued from page 1): [356, 145, 471, 156]
club-headline: AMERICAN ROSE ART CLUB.: [1041, 1034, 1215, 1048]
article-text: An urgent appeal for immediate assistance has been received by the Natchez flood relief committee from the mayor, who today declared that the conditions are distressing in the extreme and sufferers are in dire need of relief from the government immediately, as he had been told by Capt. Hetrick that he is not authorized to act, and he must appeal to the relief committee here. C. R. Byrnes, chairman of the Natchez flood relief committee, states that Mayor Jacoby appealed to him to send 5,000 feet of lumber at once in order that boats might be constructed.: [302, 366, 525, 529]
club-headline: JOLLY TWENTY CLUB.: [1061, 745, 1195, 759]
